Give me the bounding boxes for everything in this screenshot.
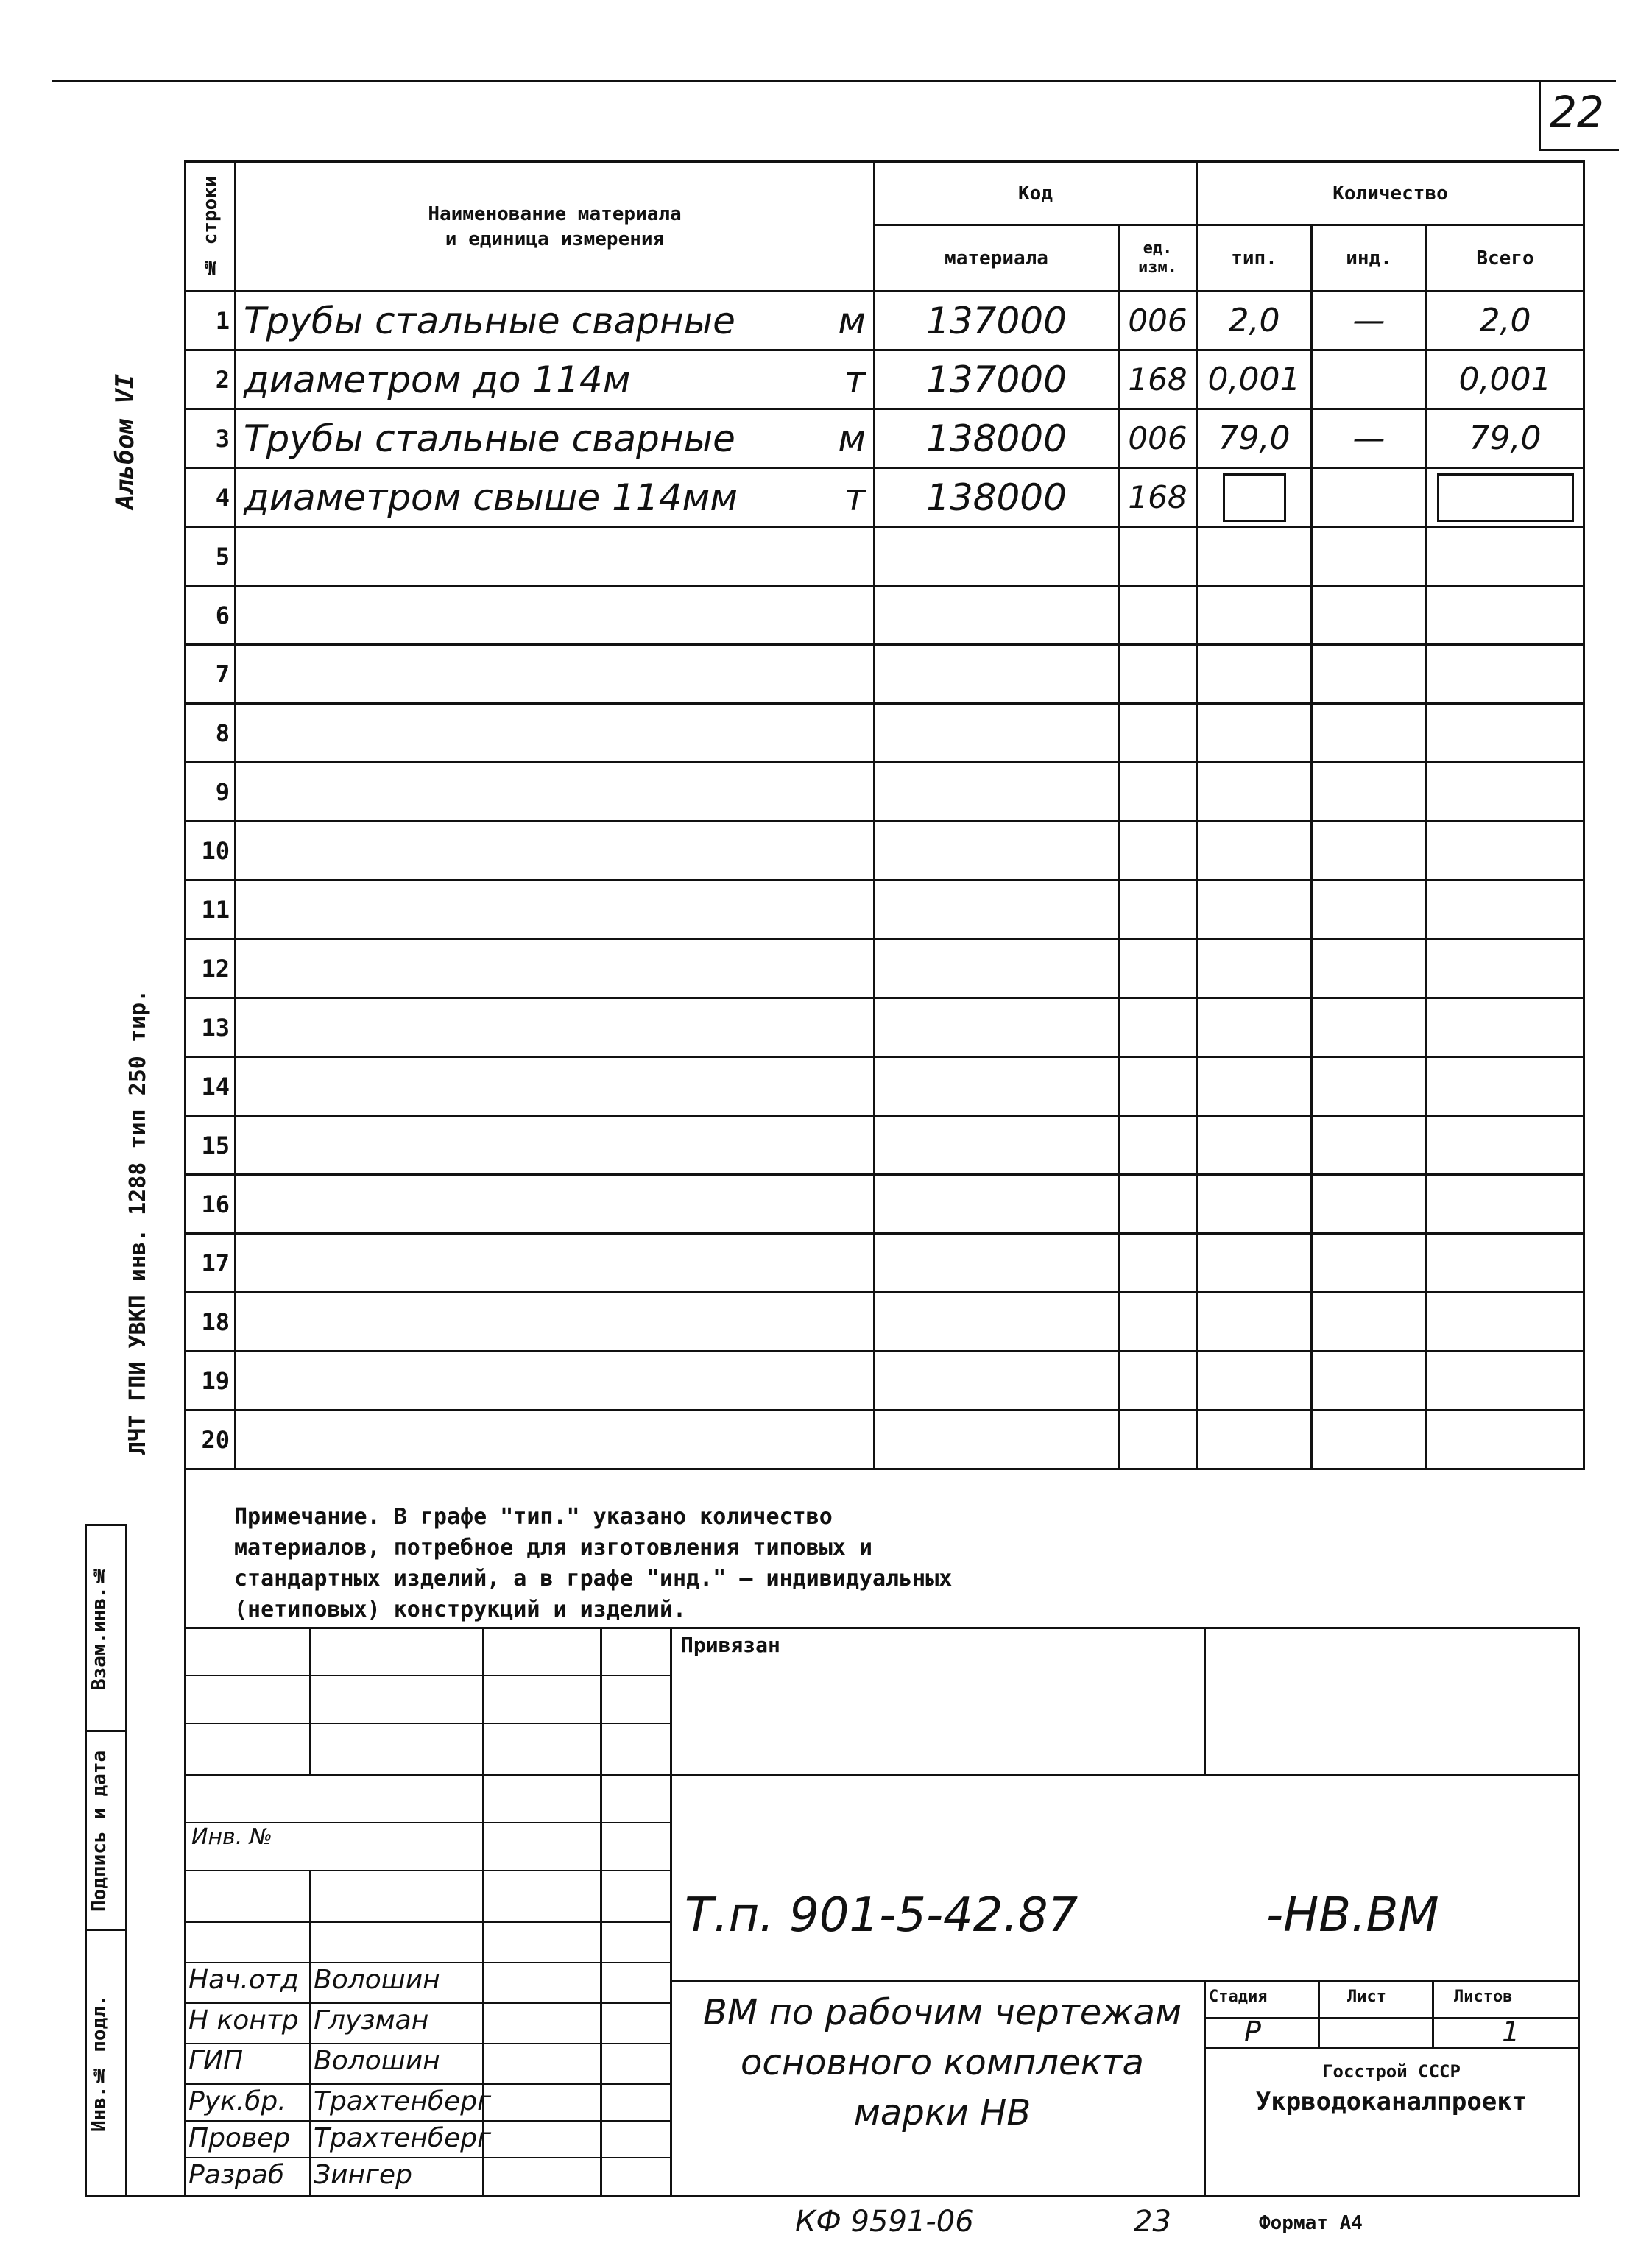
material-unit: м [838,417,866,460]
material-code: 137000 [875,350,1119,409]
material-code [875,704,1119,763]
qty-typ [1197,880,1312,939]
unit-code: 006 [1119,292,1197,350]
material-code [875,1410,1119,1469]
qty-typ [1197,586,1312,645]
qty-total [1427,1352,1584,1410]
material-code [875,1234,1119,1293]
unit-code [1119,939,1197,998]
material-code [875,880,1119,939]
qty-total: 0,001 [1427,350,1584,409]
material-unit: т [844,358,866,401]
qty-ind [1312,1352,1427,1410]
table-row [186,586,1584,645]
material-name [236,586,875,645]
unit-code [1119,1293,1197,1352]
header-ind: инд. [1312,225,1427,292]
qty-typ [1197,468,1312,527]
materials-table [184,160,1585,1470]
qty-total [1427,527,1584,586]
album-label: Альбом VI [110,373,140,510]
qty-total [1427,468,1584,527]
qty-total [1427,998,1584,1057]
unit-code [1119,704,1197,763]
material-code [875,586,1119,645]
qty-total [1427,939,1584,998]
qty-typ [1197,1293,1312,1352]
org-name-1: Госстрой СССР [1322,2061,1461,2082]
unit-code [1119,1234,1197,1293]
qty-typ [1197,939,1312,998]
qty-total [1427,763,1584,822]
table-row [186,998,1584,1057]
row-number: 2 [186,350,236,409]
qty-total [1427,822,1584,880]
unit-code [1119,1352,1197,1410]
material-name-text: диаметром свыше 114мм [244,476,738,519]
material-name [236,409,875,468]
qty-ind [1312,1057,1427,1116]
doc-title: ВМ по рабочим чертежам основного комплекта марки НВ [702,1992,1182,2133]
footer-page: 23 [1134,2205,1171,2239]
qty-total [1427,880,1584,939]
header-quantity: Количество [1197,162,1584,225]
inventory-label: ЛЧТ ГПИ УВКП инв. 1288 тип 250 тир. [125,989,151,1455]
qty-typ: 79,0 [1197,409,1312,468]
row-number: 15 [186,1116,236,1175]
qty-total [1427,586,1584,645]
stage-label: Стадия [1209,1988,1268,2006]
material-code: 137000 [875,292,1119,350]
qty-ind [1312,822,1427,880]
qty-total [1427,1175,1584,1234]
material-unit: м [838,299,866,342]
staff-name: Глузман [314,2005,429,2035]
material-name [236,1293,875,1352]
qty-typ [1197,1352,1312,1410]
staff-role: Нач.отд [188,1965,299,1995]
table-row [186,939,1584,998]
row-number: 16 [186,1175,236,1234]
qty-total [1427,1293,1584,1352]
qty-total [1427,1234,1584,1293]
qty-typ [1197,998,1312,1057]
header-code: Код [875,162,1197,225]
row-number: 10 [186,822,236,880]
row-number: 19 [186,1352,236,1410]
qty-ind [1312,880,1427,939]
material-code [875,1352,1119,1410]
row-number: 18 [186,1293,236,1352]
material-code [875,822,1119,880]
qty-ind [1312,350,1427,409]
doc-code: Т.п. 901-5-42.87 [685,1888,1079,1943]
material-name-text: Трубы стальные сварные [244,417,735,460]
row-number: 14 [186,1057,236,1116]
material-code: 138000 [875,468,1119,527]
material-name [236,880,875,939]
staff-role: Н контр [188,2005,299,2035]
table-row [186,1293,1584,1352]
sheets-value: 1 [1502,2016,1520,2048]
stage-value: Р [1244,2016,1261,2048]
note-text: Примечание. В графе "тип." указано количество материалов, потребное для изготовления типовых и стандартных изделий, а в графе "инд." – индивидуальных (нетиповых) конструкций и изделий. [234,1504,953,1622]
material-name-text: диаметром до 114м [244,358,631,401]
row-number: 9 [186,763,236,822]
material-name [236,939,875,998]
qty-typ [1197,1057,1312,1116]
table-row [186,1057,1584,1116]
table-row [186,645,1584,704]
table-row [186,409,1584,468]
qty-typ: 2,0 [1197,292,1312,350]
top-rule [52,80,1616,82]
staff-name: Зингер [314,2160,412,2190]
material-name [236,763,875,822]
row-number: 1 [186,292,236,350]
label-vzam-inv: Взам.инв.№ [88,1564,110,1690]
row-number: 6 [186,586,236,645]
qty-ind [1312,1410,1427,1469]
unit-code [1119,1175,1197,1234]
footer-code: КФ 9591-06 [795,2205,974,2239]
staff-name: Волошин [314,1965,440,1995]
material-name [236,292,875,350]
sheets-label: Листов [1454,1988,1513,2006]
unit-code [1119,880,1197,939]
row-number: 17 [186,1234,236,1293]
table-row [186,1352,1584,1410]
material-name [236,1352,875,1410]
material-name-text: Трубы стальные сварные [244,299,735,342]
unit-code: 006 [1119,409,1197,468]
material-name [236,822,875,880]
material-code [875,763,1119,822]
label-podpis-data: Подпись и дата [88,1750,110,1913]
qty-typ [1197,527,1312,586]
qty-ind [1312,998,1427,1057]
label-inv-podl: Инв.№ подл. [88,1994,110,2132]
table-row [186,468,1584,527]
qty-ind [1312,704,1427,763]
qty-total: 79,0 [1427,409,1584,468]
table-row [186,292,1584,350]
material-name [236,704,875,763]
material-code [875,998,1119,1057]
material-name [236,468,875,527]
material-code [875,527,1119,586]
qty-ind: — [1312,292,1427,350]
row-number: 8 [186,704,236,763]
material-name [236,1057,875,1116]
qty-ind [1312,645,1427,704]
staff-name: Трахтенберг [314,2086,491,2116]
qty-ind [1312,1175,1427,1234]
material-code [875,645,1119,704]
staff-name: Трахтенберг [314,2123,491,2153]
table-row [186,1116,1584,1175]
qty-typ [1197,645,1312,704]
material-code [875,1116,1119,1175]
unit-code [1119,645,1197,704]
inv-label: Инв. № [191,1824,273,1850]
qty-ind [1312,1116,1427,1175]
org-name-2: Укрводоканалпроект [1255,2087,1528,2116]
material-code [875,1057,1119,1116]
table-row [186,880,1584,939]
unit-code [1119,998,1197,1057]
page-number: 22 [1550,87,1604,137]
material-name [236,527,875,586]
qty-total [1427,645,1584,704]
staff-role: Рук.бр. [188,2086,286,2116]
material-name [236,1410,875,1469]
table-row [186,350,1584,409]
doc-mark: -НВ.ВМ [1266,1888,1439,1943]
staff-role: ГИП [188,2046,244,2076]
material-name [236,350,875,409]
table-row [186,1234,1584,1293]
unit-code: 168 [1119,350,1197,409]
unit-code [1119,822,1197,880]
table-row [186,527,1584,586]
qty-total [1427,1057,1584,1116]
qty-typ [1197,704,1312,763]
table-row [186,763,1584,822]
table-row [186,1175,1584,1234]
row-number: 13 [186,998,236,1057]
row-number: 3 [186,409,236,468]
qty-typ [1197,1116,1312,1175]
row-number: 20 [186,1410,236,1469]
row-number: 7 [186,645,236,704]
table-row [186,822,1584,880]
qty-typ: 0,001 [1197,350,1312,409]
qty-ind [1312,939,1427,998]
header-name: Наименование материала и единица измерения [236,162,875,292]
qty-ind [1312,1293,1427,1352]
header-row-no: № строки [186,162,236,292]
qty-ind [1312,1234,1427,1293]
material-unit: т [844,476,866,519]
empty-box [1437,473,1574,522]
header-unit: ед. изм. [1119,225,1197,292]
qty-typ [1197,1410,1312,1469]
unit-code: 168 [1119,468,1197,527]
table-row [186,1410,1584,1469]
qty-typ [1197,1175,1312,1234]
staff-role: Провер [188,2123,291,2153]
material-name [236,1234,875,1293]
qty-total [1427,1116,1584,1175]
qty-total [1427,1410,1584,1469]
qty-total [1427,704,1584,763]
header-total: Всего [1427,225,1584,292]
material-code: 138000 [875,409,1119,468]
qty-typ [1197,822,1312,880]
header-typ: тип. [1197,225,1312,292]
qty-total: 2,0 [1427,292,1584,350]
privyazan-label: Привязан [681,1633,780,1657]
row-number: 4 [186,468,236,527]
material-name [236,1175,875,1234]
staff-name: Волошин [314,2046,440,2076]
unit-code [1119,1410,1197,1469]
material-name [236,645,875,704]
empty-box [1223,473,1286,522]
row-number: 11 [186,880,236,939]
qty-ind [1312,586,1427,645]
qty-ind: — [1312,409,1427,468]
table-row [186,704,1584,763]
footer-format: Формат А4 [1259,2212,1363,2234]
qty-ind [1312,468,1427,527]
row-number: 12 [186,939,236,998]
material-code [875,939,1119,998]
qty-ind [1312,763,1427,822]
material-name [236,998,875,1057]
material-name [236,1116,875,1175]
material-code [875,1175,1119,1234]
unit-code [1119,527,1197,586]
unit-code [1119,763,1197,822]
qty-typ [1197,1234,1312,1293]
row-number: 5 [186,527,236,586]
qty-ind [1312,527,1427,586]
unit-code [1119,1057,1197,1116]
qty-typ [1197,763,1312,822]
sheet-label: Лист [1347,1988,1386,2006]
header-material: материала [875,225,1119,292]
staff-role: Разраб [188,2160,285,2190]
material-code [875,1293,1119,1352]
unit-code [1119,586,1197,645]
unit-code [1119,1116,1197,1175]
